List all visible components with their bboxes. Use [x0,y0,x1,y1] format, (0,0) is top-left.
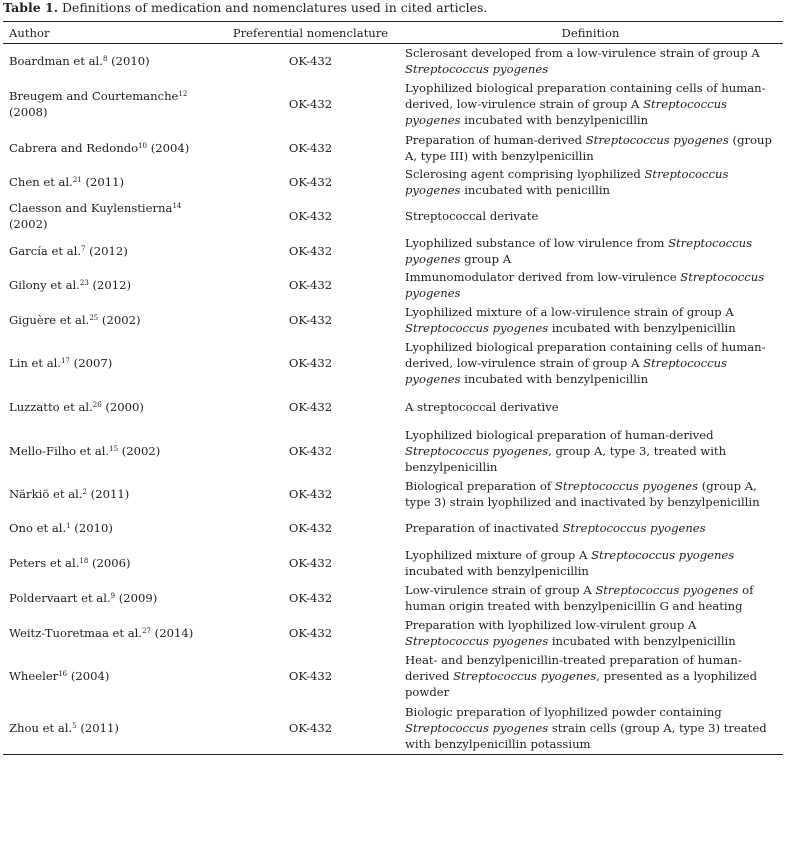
author-name: Giguère et al. [9,312,90,327]
nomenclature-cell: OK-432 [288,53,333,68]
definition-text: of human origin treated with benzylpenicillin G and heating [405,582,754,613]
nomenclature-cell: OK-432 [288,209,333,223]
table-row [3,199,783,234]
table-row [3,390,783,425]
table-row [3,546,783,580]
nomenclature-cell: OK-432 [288,555,333,570]
nomenclature-cell: OK-432 [288,312,333,327]
publication-year: (2011) [81,174,125,189]
species-name: Streptococcus pyogenes [405,97,728,127]
publication-year: (2012) [85,243,128,258]
definition-text: incubated with benzylpenicillin [460,372,649,386]
nomenclature-cell: OK-432 [288,243,333,258]
author-cell [3,580,223,616]
reference-number: 1 [66,522,71,530]
reference-number: 14 [172,202,182,210]
nomenclature-cell: OK-432 [288,668,333,683]
author-cell [3,165,223,199]
author-name: Gilony et al. [9,278,80,292]
author-cell [3,268,223,303]
header-author: Author [3,22,223,44]
nomenclature-cell: OK-432 [288,443,333,458]
definition-cell [398,650,783,702]
definition-cell [398,78,783,131]
author-name: Boardman et al. [9,53,103,68]
nomenclature-cell: OK-432 [288,140,333,155]
table-row [3,234,783,268]
definition-text: Sclerosant developed from a low-virulence strain of group A [405,45,760,60]
author-cell [3,425,223,477]
definition-cell [398,616,783,650]
species-name: Streptococcus pyogenes [405,166,729,197]
species-name: Streptococcus pyogenes [585,132,729,147]
author-cell [3,131,223,165]
author-cell [3,199,223,234]
reference-number: 15 [109,444,119,453]
definition-cell [398,234,783,268]
author-cell [3,477,223,511]
species-name: Streptococcus pyogenes [405,235,753,266]
definition-cell [398,477,783,511]
publication-year: (2012) [88,278,132,292]
definition-text: (group A, type III) with benzylpenicillin [405,132,772,163]
author-cell [3,303,223,337]
definition-text: incubated with benzylpenicillin [548,320,736,335]
species-name: Streptococcus pyogenes [405,443,549,458]
definition-cell [398,131,783,165]
species-name: Streptococcus pyogenes [405,720,549,735]
publication-year: (2000) [101,400,144,414]
nomenclature-cell: OK-432 [288,356,333,370]
species-name: Streptococcus pyogenes [405,320,549,335]
definition-text: A streptococcal derivative [405,400,559,414]
nomenclature-cell: OK-432 [288,97,333,111]
author-name: Peters et al. [9,555,80,570]
definition-text: Immunomodulator derived from low-virulence [405,270,681,284]
reference-number: 2 [82,487,87,496]
publication-year: (2002) [98,312,141,327]
author-cell [3,546,223,580]
species-name: Streptococcus pyogenes [595,582,739,597]
table-label: Table 1. [3,0,59,15]
species-name: Streptococcus pyogenes [554,478,699,493]
nomenclature-cell: OK-432 [288,174,333,189]
species-name: Streptococcus pyogenes [405,633,549,648]
definition-text: Sclerosing agent comprising lyophilized [405,166,645,181]
author-cell [3,78,223,131]
table-row [3,580,783,616]
author-name: García et al. [9,243,82,258]
table-header-row [3,22,783,44]
reference-number: 21 [72,175,82,184]
definition-text: , presented as a lyophilized powder [405,668,758,699]
author-cell [3,337,223,390]
author-name: Cabrera and Redondo [9,140,139,155]
table-row [3,268,783,303]
publication-year: (2004) [147,140,190,155]
reference-number: 12 [178,90,188,98]
definition-cell [398,702,783,755]
reference-number: 5 [72,721,77,730]
publication-year: (2011) [76,720,119,735]
definition-cell [398,268,783,303]
table-row [3,303,783,337]
definition-text: Heat- and benzylpenicillin-treated preparation of human-derived [405,652,742,683]
definition-cell [398,425,783,477]
reference-number: 23 [79,279,89,287]
definition-cell [398,303,783,337]
author-name: Breugem and Courtemanche [9,89,179,103]
definition-text: incubated with benzylpenicillin [460,113,649,127]
table-row [3,511,783,546]
definition-text: Lyophilized substance of low virulence from [405,235,669,250]
table-row [3,337,783,390]
author-name: Luzzatto et al. [9,400,93,414]
nomenclature-cell: OK-432 [288,625,333,640]
species-name: Streptococcus pyogenes [562,521,706,535]
definition-text: incubated with benzylpenicillin [548,633,736,648]
definition-text: Lyophilized biological preparation containing cells of human-derived, low-virulence strain of group A [405,340,766,370]
reference-number: 26 [92,401,102,409]
definition-cell [398,390,783,425]
table-row [3,165,783,199]
definition-text: , group A, type 3, treated with benzylpenicillin [405,443,727,474]
definition-text: incubated with benzylpenicillin [405,563,589,578]
species-name: Streptococcus pyogenes [591,547,735,562]
table-row [3,78,783,131]
publication-year: (2008) [9,105,48,119]
author-name: Chen et al. [9,174,73,189]
reference-number: 17 [61,357,70,365]
publication-year: (2002) [9,217,48,231]
author-cell [3,702,223,755]
definition-text: (group A, type 3) strain lyophilized and inactivated by benzylpenicillin [405,478,760,509]
definition-text: Lyophilized mixture of group A [405,547,592,562]
definition-text: Lyophilized biological preparation containing cells of human-derived, low-virulence strain of group A [405,81,766,111]
author-name: Zhou et al. [9,720,73,735]
reference-number: 8 [102,54,108,63]
publication-year: (2006) [88,555,131,570]
reference-number: 7 [81,244,86,253]
nomenclature-cell: OK-432 [223,702,398,755]
reference-number: 16 [58,669,68,678]
definition-cell [398,511,783,546]
definition-text: group A [460,251,512,266]
author-name: Ono et al. [9,521,67,535]
definition-cell [398,337,783,390]
table-row [3,477,783,511]
definition-cell [398,580,783,616]
author-cell [3,511,223,546]
table-row [3,131,783,165]
header-definition: Definition [398,22,783,44]
author-name: Mello-Filho et al. [9,443,110,458]
nomenclature-cell: OK-432 [288,590,333,605]
definition-text: Lyophilized mixture of a low-virulence strain of group A [405,304,734,319]
author-cell [3,234,223,268]
definition-text: Low-virulence strain of group A [405,582,596,597]
table-caption-text: Definitions of medication and nomenclatures used in cited articles. [58,0,488,15]
definition-text: Preparation of human-derived [405,132,586,147]
definition-text: Biologic preparation of lyophilized powder containing [405,704,722,719]
reference-number: 18 [79,556,89,565]
table-caption [3,0,487,15]
definition-cell [398,165,783,199]
author-name: Närkiö et al. [9,486,83,501]
definition-cell [398,44,783,78]
table-body [3,44,783,755]
species-name: Streptococcus pyogenes [405,270,765,300]
nomenclature-cell: OK-432 [288,400,333,414]
publication-year: (2014) [151,625,194,640]
table-row [3,616,783,650]
publication-year: (2010) [70,521,113,535]
author-name: Weitz-Tuoretmaa et al. [9,625,143,640]
author-cell [3,44,223,78]
header-nomenclature: Preferential nomenclature [223,22,398,44]
nomenclature-cell: OK-432 [288,486,333,501]
reference-number: 10 [138,141,148,150]
species-name: Streptococcus pyogenes [405,61,549,76]
author-cell [3,390,223,425]
author-cell [3,616,223,650]
author-cell [3,650,223,702]
definition-text: Preparation with lyophilized low-virulent group A [405,617,697,632]
publication-year: (2002) [118,443,161,458]
definitions-table [3,21,783,755]
definition-text: incubated with penicillin [460,182,610,197]
species-name: Streptococcus pyogenes [405,356,728,386]
reference-number: 9 [110,591,116,600]
table-row [3,44,783,78]
author-name: Lin et al. [9,356,62,370]
publication-year: (2004) [67,668,110,683]
author-name: Claesson and Kuylenstierna [9,201,173,215]
table-row [3,702,783,755]
definition-text: Lyophilized biological preparation of human-derived [405,427,714,442]
reference-number: 27 [142,626,151,635]
definition-text: Streptococcal derivate [405,209,539,223]
author-name: Poldervaart et al. [9,590,111,605]
publication-year: (2011) [86,486,130,501]
definition-text: Preparation of inactivated [405,521,563,535]
table-row [3,650,783,702]
definition-cell [398,199,783,234]
definition-text: Biological preparation of [405,478,555,493]
definition-text: strain cells (group A, type 3) treated with benzylpenicillin potassium [405,720,767,751]
publication-year: (2007) [70,356,113,370]
species-name: Streptococcus pyogenes [453,668,597,683]
nomenclature-cell: OK-432 [288,521,333,535]
author-name: Wheeler [9,668,59,683]
publication-year: (2009) [115,590,158,605]
publication-year: (2010) [107,53,150,68]
definition-cell [398,546,783,580]
table-row [3,425,783,477]
nomenclature-cell: OK-432 [288,278,333,292]
reference-number: 25 [89,313,99,322]
